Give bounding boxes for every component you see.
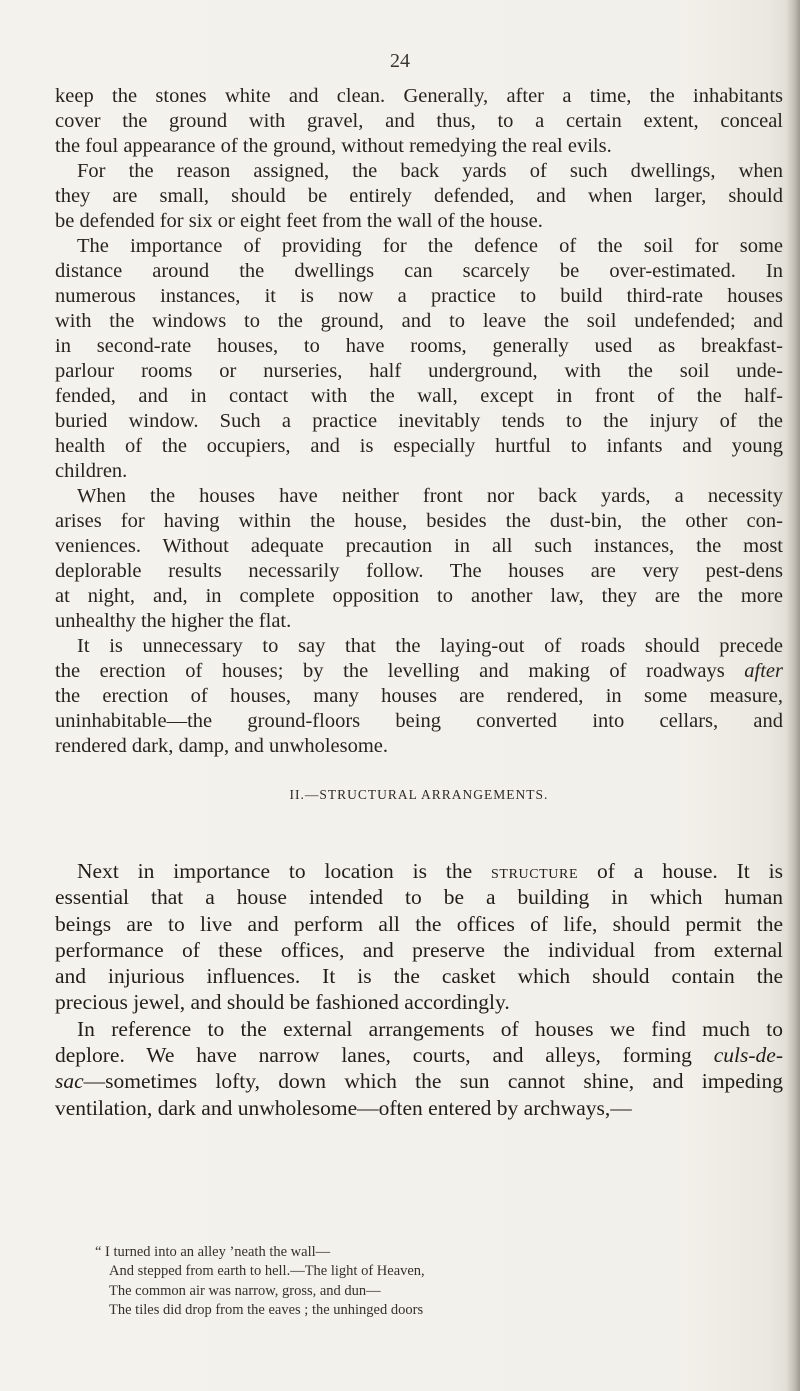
text-line-with-smallcaps	[55, 858, 783, 884]
verse-quotation	[95, 1243, 655, 1320]
text-line: The importance of providing for the defence of the soil for some	[77, 235, 783, 257]
text-line-with-italic	[55, 1068, 783, 1094]
section-heading: II.—STRUCTURAL ARRANGEMENTS.	[289, 787, 549, 802]
text-line: performance of these offices, and preserve the individual from external	[55, 937, 783, 962]
text-line: in second-rate houses, to have rooms, generally used as breakfast-	[55, 335, 783, 357]
text-line: health of the occupiers, and is especially hurtful to infants and young	[55, 435, 783, 457]
text-line: the foul appearance of the ground, without remedying the real evils.	[55, 135, 612, 157]
text-line: they are small, should be entirely defended, and when larger, should	[55, 185, 783, 207]
verse-line: The tiles did drop from the eaves ; the unhinged doors	[109, 1301, 424, 1318]
text-line: uninhabitable—the ground-floors being converted into cellars, and	[55, 710, 783, 732]
text-line: rendered dark, damp, and unwholesome.	[55, 735, 389, 757]
section-structure-text	[55, 858, 783, 1121]
italic-word: sac	[55, 1069, 84, 1094]
text-line: parlour rooms or nurseries, half underground, with the soil unde-	[55, 360, 783, 382]
text-line: children.	[55, 460, 128, 482]
text-line: and injurious influences. It is the casket which should contain the	[55, 964, 783, 989]
text-line: beings are to live and perform all the offices of life, should permit the	[55, 911, 783, 936]
verse-line: And stepped from earth to hell.—The light of Heaven,	[109, 1263, 425, 1280]
text-line-with-italic	[55, 659, 783, 684]
text-line-with-italic	[55, 1042, 783, 1068]
section-location-text	[55, 84, 783, 811]
text-line: ventilation, dark and unwholesome—often entered by archways,—	[55, 1095, 632, 1120]
verse-line: “ I turned into an alley ’neath the wall—	[95, 1244, 331, 1260]
text-line: keep the stones white and clean. Generally, after a time, the inhabitants	[55, 85, 783, 107]
text-line: For the reason assigned, the back yards of such dwellings, when	[77, 160, 783, 182]
text-line: distance around the dwellings can scarcely be over-estimated. In	[55, 260, 783, 282]
text-line: at night, and, in complete opposition to another law, they are the more	[55, 585, 783, 607]
text-line: When the houses have neither front nor back yards, a necessity	[77, 485, 783, 507]
text-line: cover the ground with gravel, and thus, to a certain extent, conceal	[55, 110, 783, 132]
page-number: 24	[390, 50, 410, 72]
text-line: buried window. Such a practice inevitably tends to the injury of the	[55, 410, 783, 432]
text-fragment: deplore. We have narrow lanes, courts, and alleys, forming	[55, 1043, 692, 1068]
text-fragment: the erection of houses; by the levelling and making of roadways	[55, 660, 725, 682]
text-line: numerous instances, it is now a practice to build third-rate houses	[55, 285, 783, 307]
text-line: precious jewel, and should be fashioned accordingly.	[55, 990, 510, 1015]
text-line: It is unnecessary to say that the laying-out of roads should precede	[77, 635, 783, 657]
text-line: arises for having within the house, besides the dust-bin, the other con-	[55, 510, 783, 532]
text-line: essential that a house intended to be a building in which human	[55, 885, 783, 910]
text-line: be defended for six or eight feet from the wall of the house.	[55, 210, 543, 232]
text-line: In reference to the external arrangements of houses we find much to	[77, 1016, 783, 1041]
text-line: with the windows to the ground, and to leave the soil undefended; and	[55, 310, 783, 332]
italic-word: after	[744, 660, 783, 682]
verse-line: The common air was narrow, gross, and dun—	[109, 1282, 381, 1299]
text-line: deplorable results necessarily follow. The houses are very pest-dens	[55, 560, 783, 582]
text-fragment: of a house. It is	[597, 859, 784, 883]
text-fragment: Next in importance to location is the	[77, 859, 473, 883]
page-edge-shadow	[786, 0, 800, 1391]
text-line: unhealthy the higher the flat.	[55, 610, 292, 632]
text-line: veniences. Without adequate precaution in all such instances, the most	[55, 535, 783, 557]
smallcaps-word: structure	[491, 861, 579, 883]
text-line: the erection of houses, many houses are rendered, in some measure,	[55, 685, 783, 707]
text-line: fended, and in contact with the wall, except in front of the half-	[55, 385, 783, 407]
text-fragment: —sometimes lofty, down which the sun cannot shine, and impeding	[83, 1069, 783, 1094]
italic-word: culs-de-	[713, 1043, 783, 1068]
